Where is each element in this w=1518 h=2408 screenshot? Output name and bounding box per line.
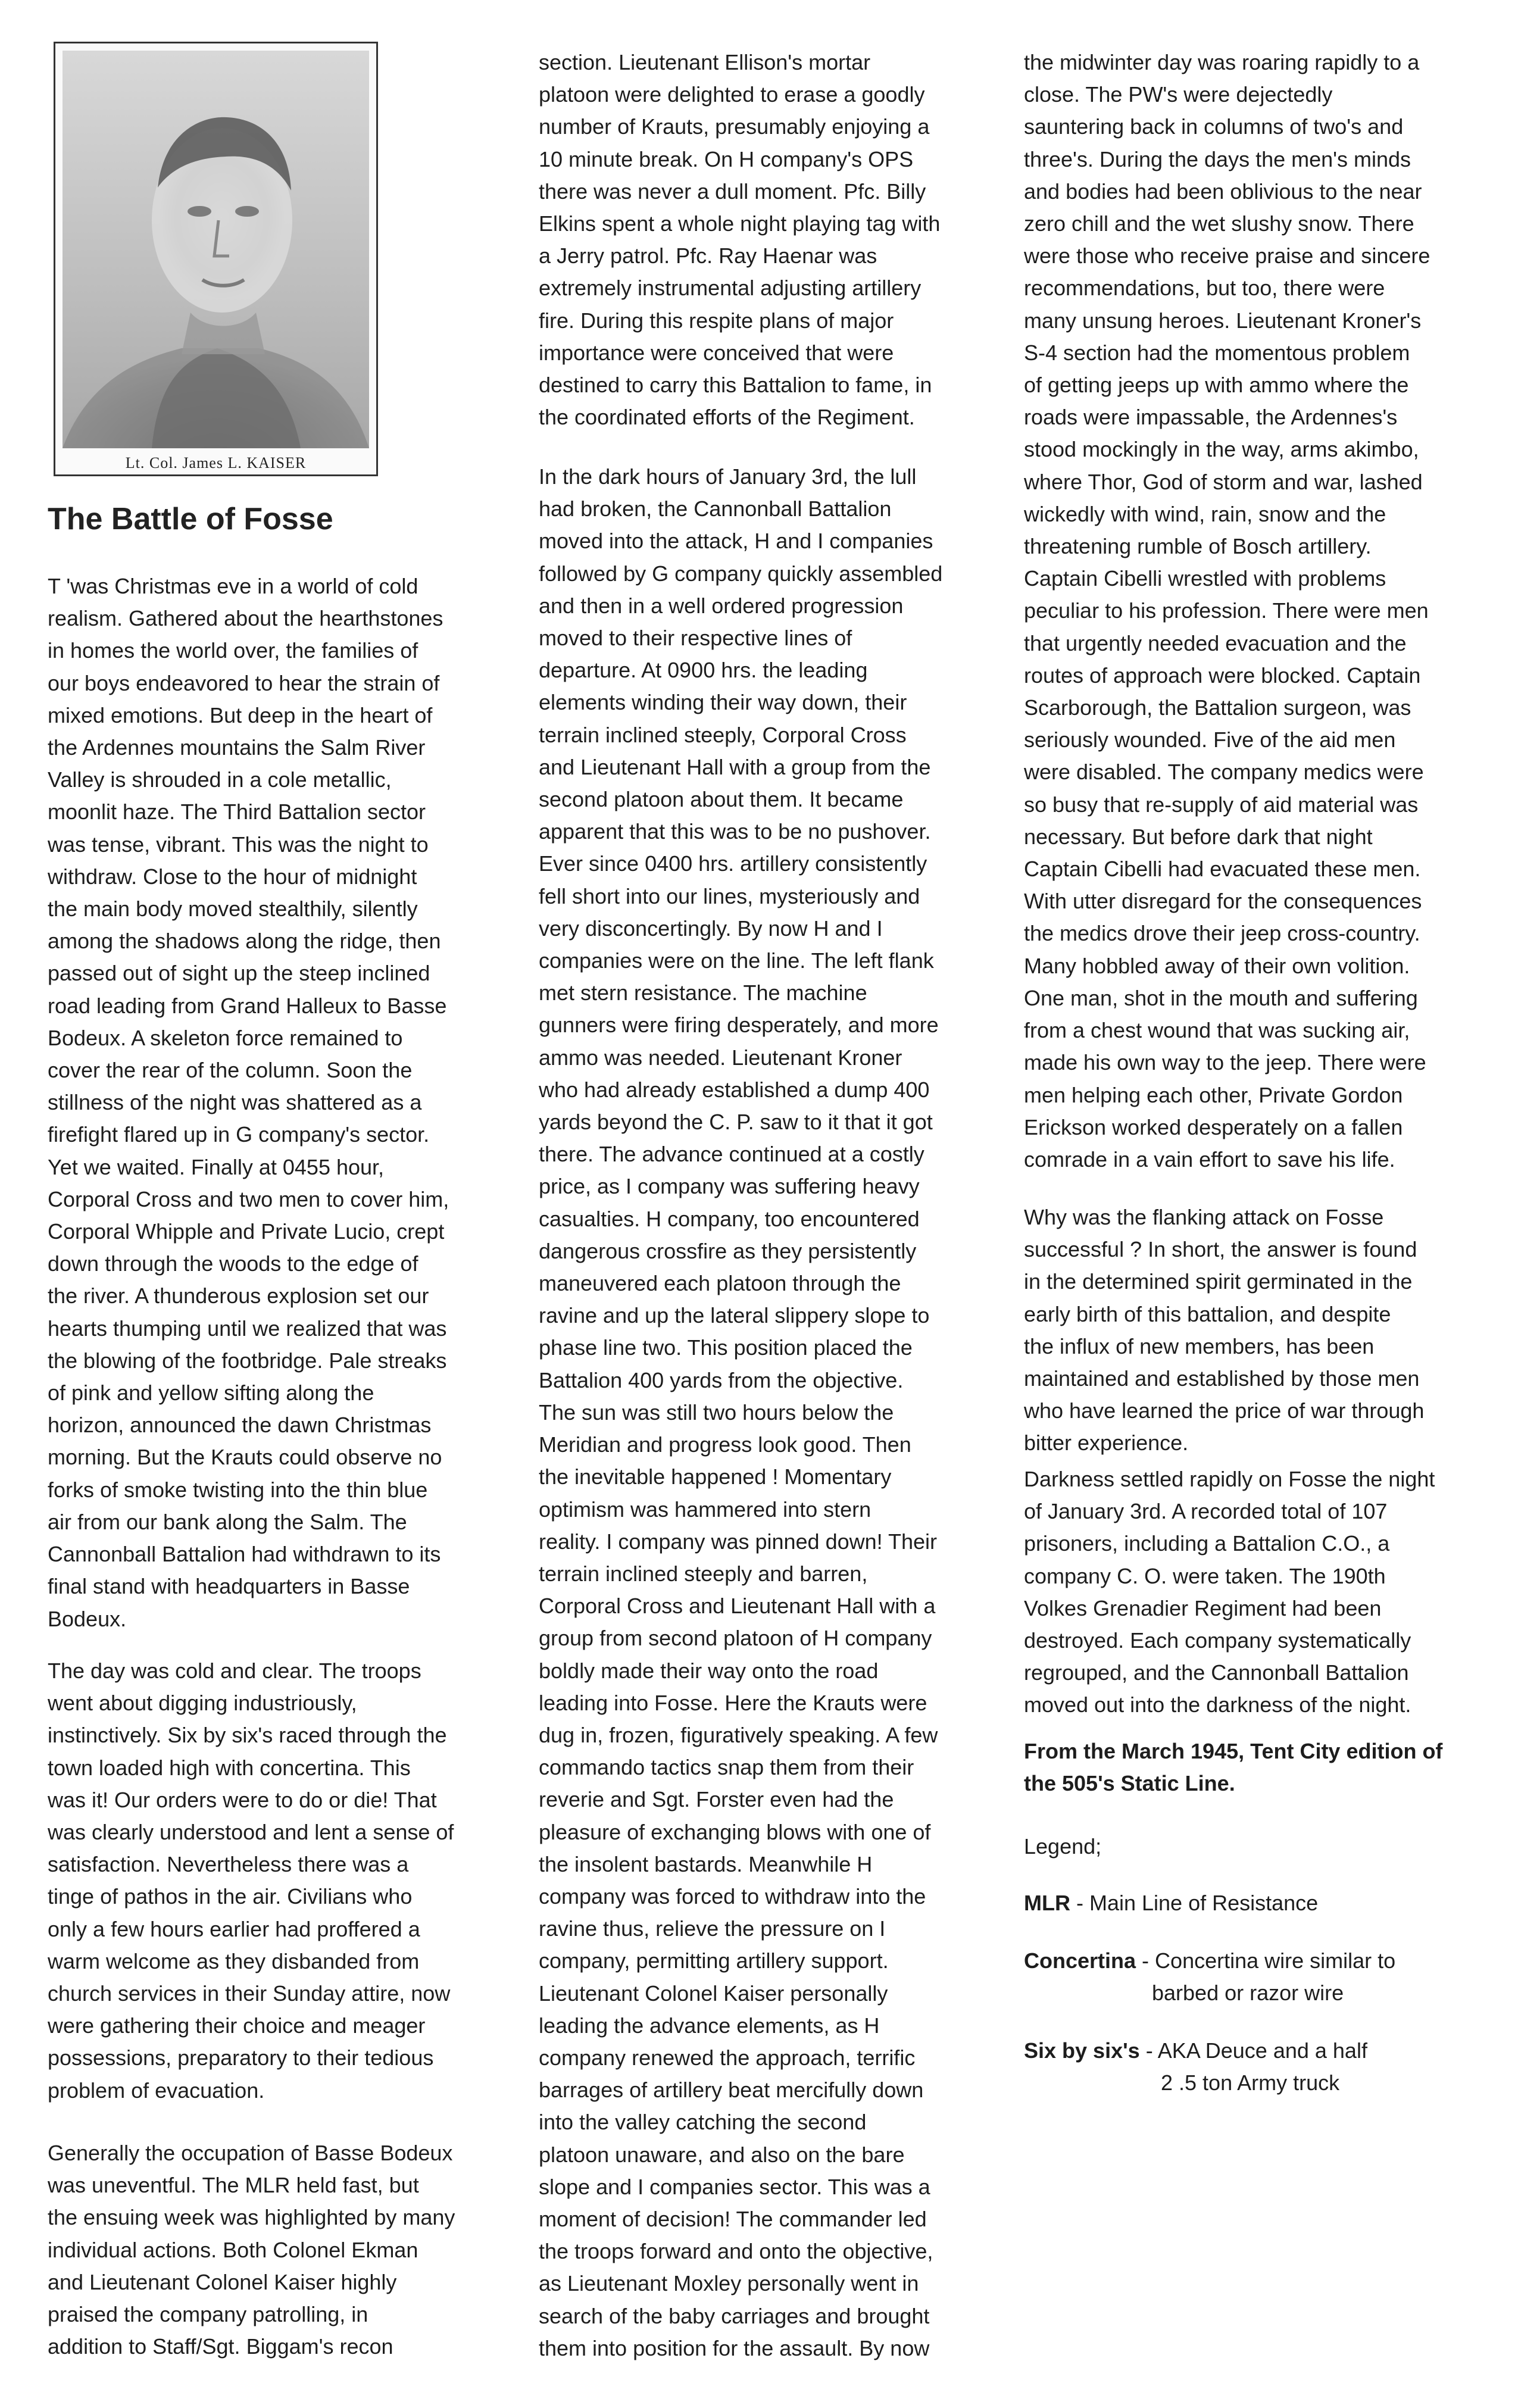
paragraph-recon-section: section. Lieutenant Ellison's mortar platoon were delighted to erase a goodly number of Krauts, presumably enjoying a 10 minute break. On H company's OPS there was never a dull moment. Pfc. Billy Elkins spent a whole night playing tag with a Jerry patrol. Pfc. Ray Haenar was extremely instrumental adjusting artillery fire. During this respite plans of major importance were conceived that were destined to carry this Battalion to fame, in the coordinated efforts of the Regiment. [539, 50, 941, 430]
legend-item-concertina [1024, 1945, 1488, 2005]
legend-separator: - [1139, 2038, 1158, 2063]
portrait-image [63, 51, 369, 448]
paragraph-why-successful: Why was the flanking attack on Fosse successful ? In short, the answer is found in the determined spirit germinated in the early birth of this battalion, and despite the influx of new members, has been maintained and established by those men who have learned the price of war through bitter experience. [1024, 1205, 1425, 1456]
portrait-silhouette [63, 51, 369, 448]
legend-separator: - [1070, 1891, 1089, 1915]
article-title: The Battle of Fosse [48, 502, 333, 536]
paragraph-christmas-eve: T 'was Christmas eve in a world of cold realism. Gathered about the hearthstones in homes the world over, the families of our boys endeavored to hear the strain of mixed emotions. But deep in the heart of the Ardennes mountains the Salm River Valley is shrouded in a cole metallic, moonlit haze. The Third Battalion sector was tense, vibrant. This was the night to withdraw. Close to the hour of midnight the main body moved stealthily, silently among the shadows along the ridge, then passed out of sight up the steep inclined road leading from Grand Halleux to Basse Bodeux. A skeleton force remained to cover the rear of the column. Soon the stillness of the night was shattered as a firefight flared up in G company's sector. Yet we waited. Finally at 0455 hour, Corporal Cross and two men to cover him, Corporal Whipple and Private Lucio, crept down through the woods to the edge of the river. A thunderous explosion set our hearts thumping until we realized that was the blowing of the footbridge. Pale streaks of pink and yellow sifting along the horizon, announced the dawn Christmas morning. But the Krauts could observe no forks of smoke twisting into the thin blue air from our bank along the Salm. The Cannonball Battalion had withdrawn to its final stand with headquarters in Basse Bodeux. [48, 574, 449, 1631]
photo-caption: Lt. Col. James L. KAISER [125, 454, 307, 471]
legend-term: MLR [1024, 1891, 1070, 1915]
paragraph-attack: In the dark hours of January 3rd, the lull had broken, the Cannonball Battalion moved into the attack, H and I companies followed by G company quickly assembled and then in a well ordered progression moved to their respective lines of departure. At 0900 hrs. the leading elements winding their way down, their terrain inclined steeply, Corporal Cross and Lieutenant Hall with a group from the second platoon about them. It became apparent that this was to be no pushover. Ever since 0400 hrs. artillery consistently fell short into our lines, mysteriously and very disconcertingly. By now H and I companies were on the line. The left flank met stern resistance. The machine gunners were firing desperately, and more ammo was needed. Lieutenant Kroner who had already established a dump 400 yards beyond the C. P. saw to it that it got there. The advance continued at a costly price, as I company was suffering heavy casualties. H company, too encountered dangerous crossfire as they persistently maneuvered each platoon through the ravine and up the lateral slippery slope to phase line two. This position placed the Battalion 400 yards from the objective. The sun was still two hours below the Meridian and progress look good. Then the inevitable happened ! Momentary optimism was hammered into stern reality. I company was pinned down! Their terrain inclined steeply and barren, Corporal Cross and Lieutenant Hall with a group from second platoon of H company boldly made their way onto the road leading into Fosse. Here the Krauts were dug in, frozen, figuratively speaking. A few commando tactics snap them from their reverie and Sgt. Forster even had the pleasure of exchanging blows with one of the insolent bastards. Meanwhile H company was forced to withdraw into the ravine thus, relieve the pressure on I company, permitting artillery support. Lieutenant Colonel Kaiser personally leading the advance elements, as H company renewed the approach, terrific barrages of artillery beat mercifully down into the valley catching the second platoon unaware, and also on the bare slope and I companies sector. This was a moment of decision! The commander led the troops forward and onto the objective, as Lieutenant Moxley personally went in search of the baby carriages and brought them into position for the assault. By now [539, 464, 943, 2360]
legend-definition: Main Line of Resistance [1089, 1891, 1319, 1915]
paragraph-midwinter-day: the midwinter day was roaring rapidly to a close. The PW's were dejectedly sauntering back in columns of two's and three's. During the days the men's minds and bodies had been oblivious to the near zero chill and the wet slushy snow. There were those who receive praise and sincere recommendations, but too, there were many unsung heroes. Lieutenant Kroner's S-4 section had the momentous problem of getting jeeps up with ammo where the roads were impassable, the Ardennes's stood mockingly in the way, arms akimbo, where Thor, God of storm and war, lashed wickedly with wind, rain, snow and the threatening rumble of Bosch artillery. Captain Cibelli wrestled with problems peculiar to his profession. There were men that urgently needed evacuation and the routes of approach were blocked. Captain Scarborough, the Battalion surgeon, was seriously wounded. Five of the aid men were disabled. The company medics were so busy that re-supply of aid material was necessary. But before dark that night Captain Cibelli had evacuated these men. With utter disregard for the consequences the medics drove their jeep cross-country. Many hobbled away of their own volition. One man, shot in the mouth and suffering from a chest wound that was sucking air, made his own way to the jeep. There were men helping each other, Private Gordon Erickson worked desperately on a fallen comrade in a vain effort to save his life. [1024, 50, 1430, 1172]
legend-definition: AKA Deuce and a half [1157, 2038, 1367, 2063]
legend-definition-line2: barbed or razor wire [1152, 1981, 1344, 2005]
legend-item-mlr [1024, 1887, 1488, 1919]
legend-item-six-by-six [1024, 2035, 1488, 2095]
legend-heading: Legend; [1024, 1834, 1102, 1859]
legend-definition: Concertina wire similar to [1155, 1948, 1396, 1973]
legend-separator: - [1136, 1948, 1155, 1973]
paragraph-darkness-settled: Darkness settled rapidly on Fosse the night of January 3rd. A recorded total of 107 prisoners, including a Battalion C.O., a company C. O. were taken. The 190th Volkes Grenadier Regiment had been destroyed. Each company systematically regrouped, and the Cannonball Battalion moved out into the darkness of the night. [1024, 1467, 1435, 1717]
portrait-photo [54, 42, 378, 476]
source-note: From the March 1945, Tent City edition of the 505's Static Line. [1024, 1739, 1443, 1795]
legend-term: Concertina [1024, 1948, 1136, 1973]
paragraph-cold-clear-day: The day was cold and clear. The troops went about digging industriously, instinctively. Six by six's raced through the town loaded high with concertina. This was it! Our orders were to do or die! That was clearly understood and lent a sense of satisfaction. Nevertheless there was a tinge of pathos in the air. Civilians who only a few hours earlier had proffered a warm welcome as they disbanded from church services in their Sunday attire, now were gathering their choice and meager possessions, preparatory to their tedious problem of evacuation. [48, 1659, 454, 2103]
legend-term: Six by six's [1024, 2038, 1140, 2063]
paragraph-occupation: Generally the occupation of Basse Bodeux was uneventful. The MLR held fast, but the ensuing week was highlighted by many individual actions. Both Colonel Ekman and Lieutenant Colonel Kaiser highly praised the company patrolling, in addition to Staff/Sgt. Biggam's recon [48, 2141, 455, 2359]
legend-definition-line2: 2 .5 ton Army truck [1161, 2070, 1340, 2095]
